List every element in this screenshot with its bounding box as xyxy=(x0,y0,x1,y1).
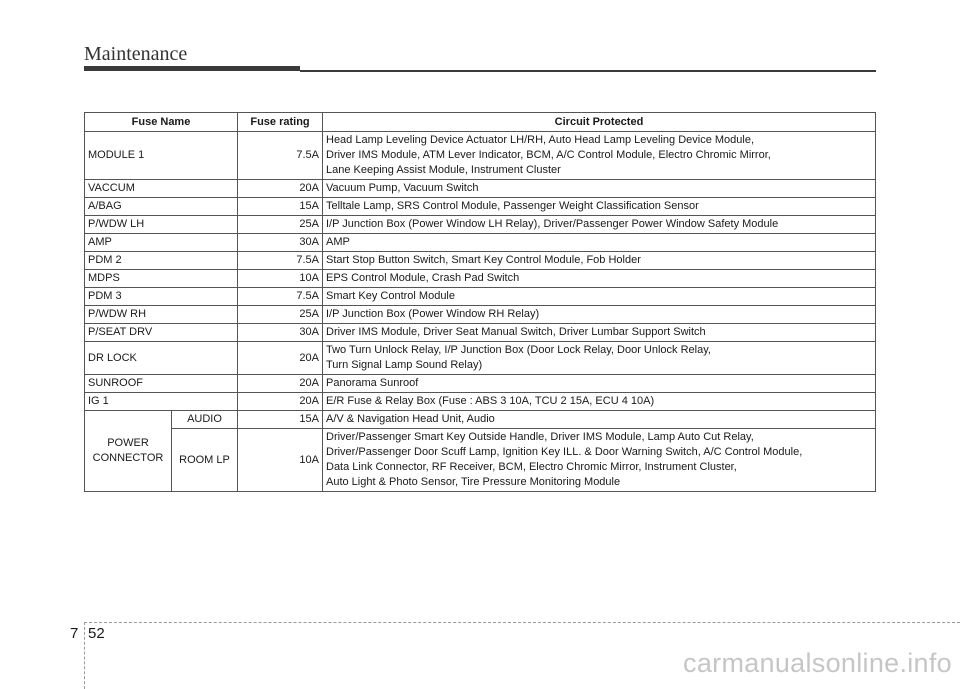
circuit-line: Driver IMS Module, Driver Seat Manual Switch, Driver Lumbar Support Switch xyxy=(326,326,706,338)
fuse-rating-cell: 30A xyxy=(238,234,323,252)
fuse-rating-cell: 20A xyxy=(238,393,323,411)
fuse-rating-cell: 15A xyxy=(238,411,323,429)
circuit-cell xyxy=(323,342,876,375)
table-row xyxy=(85,234,876,252)
circuit-line: Driver IMS Module, ATM Lever Indicator, BCM, A/C Control Module, Electro Chromic Mirror, xyxy=(326,149,771,161)
table-row xyxy=(85,429,876,492)
fuse-rating-cell: 30A xyxy=(238,324,323,342)
circuit-line: Turn Signal Lamp Sound Relay) xyxy=(326,359,483,371)
circuit-line: Telltale Lamp, SRS Control Module, Passenger Weight Classification Sensor xyxy=(326,200,699,212)
circuit-cell xyxy=(323,234,876,252)
circuit-line: E/R Fuse & Relay Box (Fuse : ABS 3 10A, TCU 2 15A, ECU 4 10A) xyxy=(326,395,655,407)
fuse-name-cell: DR LOCK xyxy=(85,342,238,375)
table-row xyxy=(85,132,876,180)
fuse-rating-cell: 7.5A xyxy=(238,288,323,306)
circuit-cell xyxy=(323,270,876,288)
circuit-cell xyxy=(323,132,876,180)
power-connector-label-line: POWER xyxy=(107,437,149,449)
circuit-line: Two Turn Unlock Relay, I/P Junction Box (Door Lock Relay, Door Unlock Relay, xyxy=(326,344,711,356)
fuse-name-cell: A/BAG xyxy=(85,198,238,216)
fuse-rating-cell: 20A xyxy=(238,180,323,198)
table-row xyxy=(85,216,876,234)
footer-divider xyxy=(84,622,960,623)
table-row xyxy=(85,342,876,375)
page-header-title: Maintenance xyxy=(84,43,188,65)
circuit-cell xyxy=(323,198,876,216)
circuit-line: I/P Junction Box (Power Window RH Relay) xyxy=(326,308,540,320)
fuse-rating-cell: 15A xyxy=(238,198,323,216)
table-row xyxy=(85,198,876,216)
fuse-name-cell: PDM 2 xyxy=(85,252,238,270)
circuit-line: Data Link Connector, RF Receiver, BCM, Electro Chromic Mirror, Instrument Cluster, xyxy=(326,461,737,473)
circuit-cell xyxy=(323,429,876,492)
fuse-name-cell: SUNROOF xyxy=(85,375,238,393)
fuse-rating-cell: 7.5A xyxy=(238,252,323,270)
fuse-name-cell: MODULE 1 xyxy=(85,132,238,180)
circuit-cell xyxy=(323,180,876,198)
table-row xyxy=(85,393,876,411)
circuit-cell xyxy=(323,216,876,234)
circuit-line: Start Stop Button Switch, Smart Key Control Module, Fob Holder xyxy=(326,254,641,266)
fuse-table xyxy=(84,112,876,492)
page-number: 52 xyxy=(88,625,105,642)
table-row xyxy=(85,270,876,288)
table-row xyxy=(85,252,876,270)
table-row xyxy=(85,288,876,306)
sub-fuse-name-cell: AUDIO xyxy=(172,411,238,429)
fuse-name-cell: MDPS xyxy=(85,270,238,288)
fuse-name-cell: VACCUM xyxy=(85,180,238,198)
circuit-line: AMP xyxy=(326,236,350,248)
circuit-line: I/P Junction Box (Power Window LH Relay), Driver/Passenger Power Window Safety Module xyxy=(326,218,779,230)
fuse-name-cell: P/WDW RH xyxy=(85,306,238,324)
circuit-line: Driver/Passenger Door Scuff Lamp, Ignition Key ILL. & Door Warning Switch, A/C Control Module, xyxy=(326,446,803,458)
fuse-name-cell: P/WDW LH xyxy=(85,216,238,234)
table-header-row xyxy=(85,113,876,132)
header-fuse-name: Fuse Name xyxy=(85,113,238,132)
table-row xyxy=(85,306,876,324)
header-rule-thick xyxy=(84,66,300,71)
table-row xyxy=(85,375,876,393)
circuit-cell xyxy=(323,324,876,342)
circuit-cell xyxy=(323,306,876,324)
fuse-rating-cell: 20A xyxy=(238,342,323,375)
fuse-rating-cell: 20A xyxy=(238,375,323,393)
fuse-rating-cell: 10A xyxy=(238,270,323,288)
circuit-line: Smart Key Control Module xyxy=(326,290,455,302)
fuse-name-cell: IG 1 xyxy=(85,393,238,411)
sub-fuse-name-cell: ROOM LP xyxy=(172,429,238,492)
fuse-rating-cell: 25A xyxy=(238,306,323,324)
circuit-cell xyxy=(323,288,876,306)
watermark: carmanualsonline.info xyxy=(683,648,952,678)
circuit-line: Panorama Sunroof xyxy=(326,377,419,389)
circuit-cell xyxy=(323,393,876,411)
circuit-line: Lane Keeping Assist Module, Instrument Cluster xyxy=(326,164,561,176)
fuse-table-body xyxy=(85,132,876,492)
power-connector-label xyxy=(85,411,172,492)
circuit-line: Vacuum Pump, Vacuum Switch xyxy=(326,182,479,194)
fuse-name-cell: PDM 3 xyxy=(85,288,238,306)
footer-vertical-divider xyxy=(84,622,85,689)
fuse-rating-cell: 10A xyxy=(238,429,323,492)
circuit-cell xyxy=(323,252,876,270)
header-fuse-rating: Fuse rating xyxy=(238,113,323,132)
table-row xyxy=(85,324,876,342)
circuit-line: EPS Control Module, Crash Pad Switch xyxy=(326,272,520,284)
circuit-cell xyxy=(323,375,876,393)
header-rule-thin xyxy=(300,70,876,72)
fuse-name-cell: AMP xyxy=(85,234,238,252)
table-row xyxy=(85,180,876,198)
circuit-line: Head Lamp Leveling Device Actuator LH/RH, Auto Head Lamp Leveling Device Module, xyxy=(326,134,755,146)
table-row xyxy=(85,411,876,429)
power-connector-label-line: CONNECTOR xyxy=(92,452,164,464)
header-circuit: Circuit Protected xyxy=(323,113,876,132)
circuit-line: Auto Light & Photo Sensor, Tire Pressure Monitoring Module xyxy=(326,476,621,488)
circuit-cell xyxy=(323,411,876,429)
circuit-line: A/V & Navigation Head Unit, Audio xyxy=(326,413,495,425)
circuit-line: Driver/Passenger Smart Key Outside Handle, Driver IMS Module, Lamp Auto Cut Relay, xyxy=(326,431,754,443)
chapter-number: 7 xyxy=(70,625,79,642)
fuse-rating-cell: 7.5A xyxy=(238,132,323,180)
fuse-rating-cell: 25A xyxy=(238,216,323,234)
fuse-name-cell: P/SEAT DRV xyxy=(85,324,238,342)
